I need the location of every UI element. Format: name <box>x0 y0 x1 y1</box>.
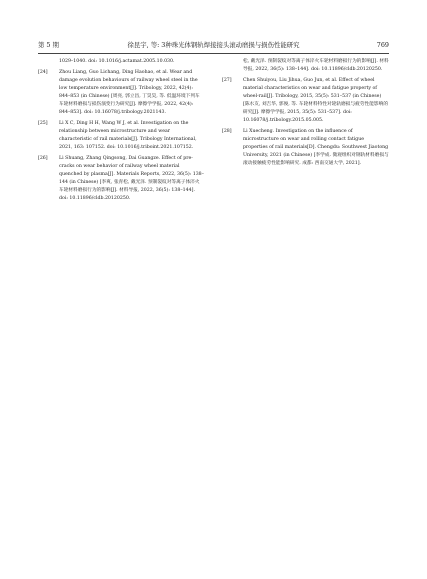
issue-number: 第 5 期 <box>38 41 59 49</box>
reference-entry <box>38 155 204 204</box>
reference-text: Chen Shuiyou, Liu Jihua, Guo Jun, et al. Effect of wheel material characteristics on wear and fatigue property of wheel-rail[J]. Tribology, 2015, 35(5): 531–537 (in Chinese) [陈水友, 刘吉华, 郭俊, 等. 车轮材料特性对轮轨磨损与疲劳性能影响的研究[J]. 摩擦学学报, 2015, 35(5): 531–537]. doi: 10.16078/j.tribology.2015.05.005. <box>243 77 389 124</box>
reference-number: [26] <box>38 155 48 161</box>
reference-number: [28] <box>222 128 232 134</box>
reference-entry <box>38 58 204 66</box>
reference-entry <box>38 69 204 118</box>
running-header <box>38 40 389 51</box>
reference-entry <box>222 128 389 168</box>
reference-text: Li X C, Ding H H, Wang W J, et al. Investigation on the relationship between microstructure and wear characteristic of rail materials[J]. Tribology International, 2021, 163: 107152. doi: 10.1016/j.triboint.2021.107152. <box>59 120 197 151</box>
reference-entry <box>222 77 389 126</box>
page-number: 769 <box>376 41 389 49</box>
reference-text: Zhou Liang, Guo Lichang, Ding Haohao, et al. Wear and damage evolution behaviours of railway wheel steel in the low temperature environment[J]. Tribology, 2022, 42(4): 844–853 (in Chinese) [周亮, 郭立昌, 丁昊昊, 等. 低温环境下列车车轮材料磨损与损伤演变行为研究[J]. 摩擦学学报, 2022, 42(4): 844–853]. doi: 10.16078/j.tribology.2021143. <box>59 69 200 116</box>
running-title: 徐昆宇, 等: 3种珠光体钢轨焊接接头滚动磨损与损伤性能研究 <box>127 41 300 49</box>
reference-number: [24] <box>38 69 48 75</box>
reference-column-right <box>222 58 389 168</box>
reference-text: Li Xuecheng. Investigation on the influence of microstructure on wear and rolling contact fatigue properties of rail materials[D]. Chengdu: Southwest Jiaotong University, 2021 (in Chinese) [李学成. 微观组织对钢轨材料磨损与滚动接触疲劳性能影响研究. 成都: 西南交通大学, 2021]. <box>243 128 389 167</box>
reference-number: [25] <box>38 120 48 126</box>
reference-text: Li Shuang, Zhang Qingsong, Dai Guangze. Effect of pre-cracks on wear behavior of railway wheel material quenched by plasma[J]. Materials Reports, 2022, 36(5): 138–144 (in Chinese) [李爽, 张青松, 戴光泽. 预制裂纹对等离子体淬火车轮材料磨损行为的影响[J]. 材料导报, 2022, 36(5): 138–144]. doi: 10.11896/cldb.20120250. <box>59 155 205 202</box>
reference-text: 1029–1040. doi: 10.1016/j.actamat.2005.10.030. <box>59 59 175 64</box>
reference-text: 松, 戴光泽. 预制裂纹对等离子体淬火车轮材料磨损行为的影响[J]. 材料导报, 2022, 36(5): 138–144]. doi: 10.11896/cldb.20120250. <box>243 59 389 73</box>
header-rule <box>38 53 389 54</box>
reference-entry <box>222 58 389 74</box>
reference-number: [27] <box>222 77 232 83</box>
reference-column-left <box>38 58 204 203</box>
reference-entry <box>38 120 204 152</box>
